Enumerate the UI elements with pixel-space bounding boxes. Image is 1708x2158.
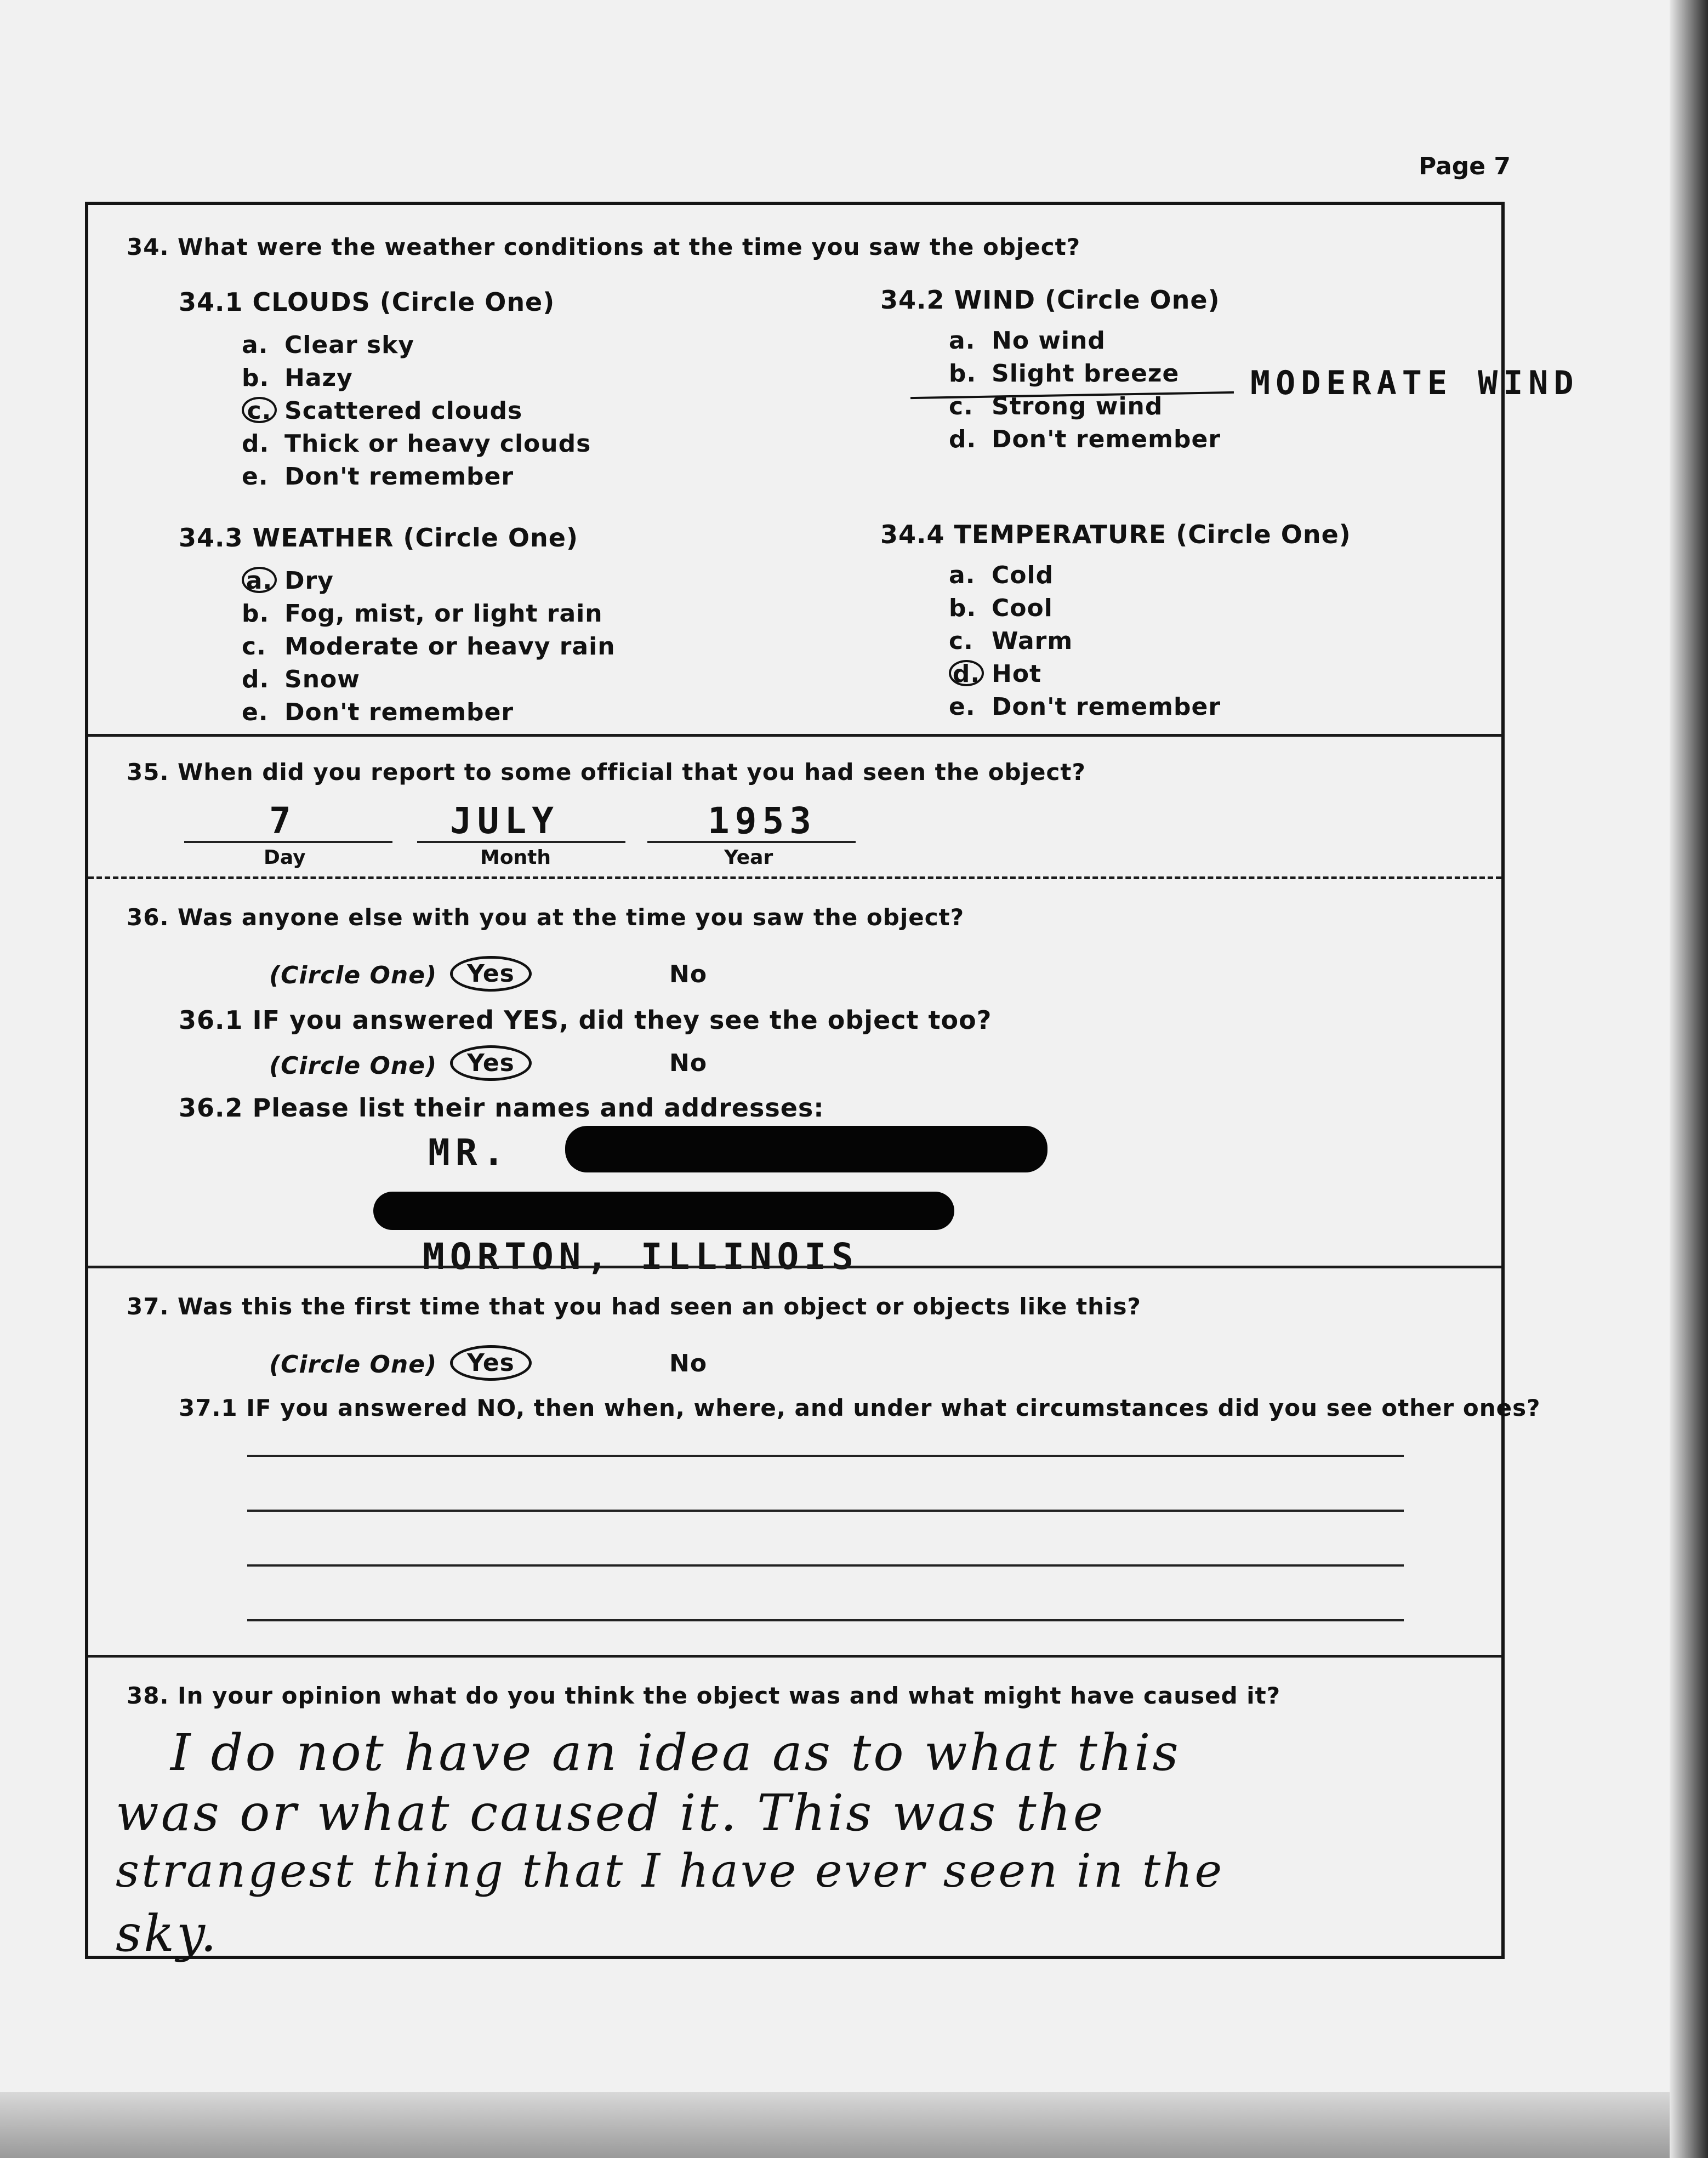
q36-1-question: 36.1 IF you answered YES, did they see the object too? xyxy=(179,1005,992,1035)
answer-line xyxy=(247,1510,1404,1512)
answer-line xyxy=(247,1564,1404,1567)
q36-question: 36. Was anyone else with you at the time you saw the object? xyxy=(127,904,965,931)
page-number: Page 7 xyxy=(1419,152,1511,180)
temperature-option-e[interactable]: e. Don't remember xyxy=(949,693,1221,721)
q36-2-question: 36.2 Please list their names and addresses: xyxy=(179,1093,824,1123)
wind-option-a[interactable]: a. No wind xyxy=(949,327,1106,355)
clouds-option-d[interactable]: d. Thick or heavy clouds xyxy=(242,430,591,458)
wind-option-b[interactable]: b. Slight breeze xyxy=(949,360,1180,388)
temperature-option-c[interactable]: c. Warm xyxy=(949,627,1073,655)
weather-option-c[interactable]: c. Moderate or heavy rain xyxy=(242,633,616,661)
weather-option-a-circled[interactable]: a. Dry xyxy=(242,567,616,600)
year-label: Year xyxy=(724,846,773,869)
divider-35-36 xyxy=(88,876,1501,879)
q36-1-circle-one: (Circle One) xyxy=(269,1052,437,1080)
report-year-value: 1953 xyxy=(708,800,817,842)
q34-2-heading: 34.2 WIND (Circle One) xyxy=(880,285,1220,315)
q38-answer-line-1: I do not have an idea as to what this xyxy=(170,1723,1181,1782)
weather-option-e[interactable]: e. Don't remember xyxy=(242,698,514,726)
circled-mark: c. xyxy=(242,397,277,423)
month-line xyxy=(417,841,625,843)
q36-circle-one: (Circle One) xyxy=(269,961,437,989)
q36-no[interactable]: No xyxy=(669,960,708,988)
wind-option-d[interactable]: d. Don't remember xyxy=(949,425,1221,453)
companion-address: MORTON, ILLINOIS xyxy=(423,1235,859,1278)
day-line xyxy=(184,841,392,843)
clouds-option-e[interactable]: e. Don't remember xyxy=(242,463,514,491)
q36-1-yes-circled[interactable]: Yes xyxy=(450,1045,532,1081)
temperature-option-d-circled[interactable]: d. Hot xyxy=(949,660,1221,693)
q34-1-heading: 34.1 CLOUDS (Circle One) xyxy=(179,287,555,317)
questionnaire-form xyxy=(85,202,1579,1963)
q34-question: 34. What were the weather conditions at the time you saw the object? xyxy=(127,234,1081,260)
weather-option-d[interactable]: d. Snow xyxy=(242,665,360,693)
q37-no[interactable]: No xyxy=(669,1350,708,1377)
weather-option-b[interactable]: b. Fog, mist, or light rain xyxy=(242,600,603,628)
wind-handwritten-answer: MODERATE WIND xyxy=(1250,364,1579,402)
wind-option-c[interactable]: c. Strong wind xyxy=(949,392,1163,420)
q35-question: 35. When did you report to some official that you had seen the object? xyxy=(127,759,1086,785)
report-day-value: 7 xyxy=(269,800,297,842)
q38-answer-line-3: strangest thing that I have ever seen in the xyxy=(116,1844,1225,1898)
q36-yes-circled[interactable]: Yes xyxy=(450,956,532,992)
q37-1-question: 37.1 IF you answered NO, then when, where, and under what circumstances did you see other ones? xyxy=(179,1394,1541,1421)
scan-bottom-edge xyxy=(0,2092,1708,2158)
q38-answer-line-4: sky. xyxy=(116,1904,219,1963)
q34-4-heading: 34.4 TEMPERATURE (Circle One) xyxy=(880,520,1351,549)
circled-mark: a. xyxy=(242,567,277,593)
divider-34-35 xyxy=(88,734,1501,737)
month-label: Month xyxy=(480,846,551,869)
year-line xyxy=(647,841,856,843)
scan-right-edge xyxy=(1670,0,1708,2158)
temperature-options xyxy=(949,561,1221,726)
clouds-option-b[interactable]: b. Hazy xyxy=(242,364,353,392)
q36-1-no[interactable]: No xyxy=(669,1049,708,1077)
q38-answer-line-2: was or what caused it. This was the xyxy=(116,1784,1106,1842)
temperature-option-a[interactable]: a. Cold xyxy=(949,561,1054,589)
q34-3-heading: 34.3 WEATHER (Circle One) xyxy=(179,523,578,553)
clouds-option-a[interactable]: a. Clear sky xyxy=(242,331,415,359)
redaction-bar xyxy=(565,1126,1047,1172)
circled-mark: d. xyxy=(949,660,984,686)
report-month-value: JULY xyxy=(450,800,559,842)
q37-circle-one: (Circle One) xyxy=(269,1351,437,1379)
answer-line xyxy=(247,1619,1404,1621)
divider-37-38 xyxy=(88,1655,1501,1658)
q37-question: 37. Was this the first time that you had seen an object or objects like this? xyxy=(127,1293,1141,1320)
clouds-option-c-circled[interactable]: c. Scattered clouds xyxy=(242,397,591,430)
redaction-bar xyxy=(373,1192,954,1230)
answer-line xyxy=(247,1455,1404,1457)
day-label: Day xyxy=(264,846,306,869)
q38-question: 38. In your opinion what do you think the object was and what might have caused it? xyxy=(127,1682,1281,1709)
clouds-options xyxy=(242,331,591,496)
q37-yes-circled[interactable]: Yes xyxy=(450,1345,532,1381)
companion-name: MR. xyxy=(428,1131,510,1174)
weather-options xyxy=(242,567,616,731)
temperature-option-b[interactable]: b. Cool xyxy=(949,594,1053,622)
divider-36-37 xyxy=(88,1266,1501,1268)
